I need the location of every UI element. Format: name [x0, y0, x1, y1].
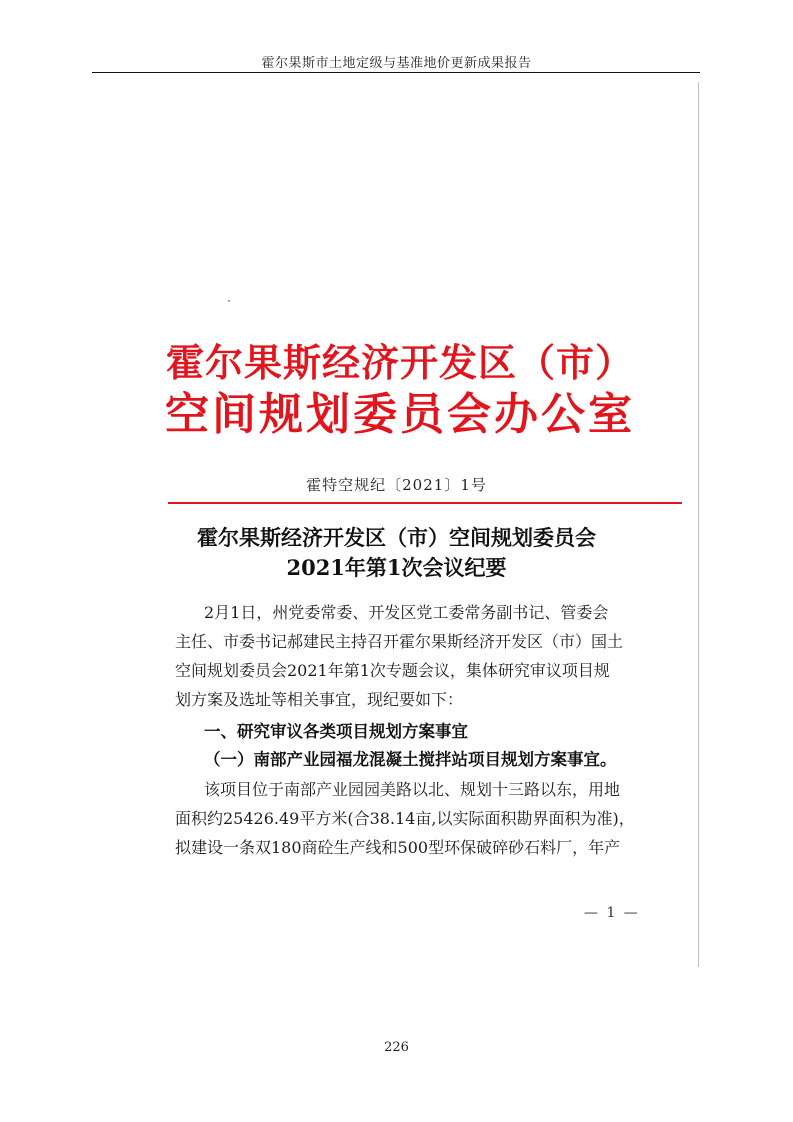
document-number: 霍特空规纪〔2021〕1号 — [306, 476, 487, 494]
detail-line-1: 该项目位于南部产业园园美路以北、规划十三路以东，用地 — [204, 780, 621, 799]
document-title-line-2: 2021年第1次会议纪要 — [286, 555, 507, 580]
intro-line-3: 空间规划委员会2021年第1次专题会议，集体研究审议项目规 — [175, 661, 610, 680]
intro-line-4: 划方案及选址等相关事宜，现纪要如下： — [175, 690, 464, 709]
detail-line-2: 面积约25426.49平方米(合38.14亩,以实际面积勘界面积为准)， — [175, 809, 635, 828]
intro-line-1: 2月1日，州党委常委、开发区党工委常务副书记、管委会 — [204, 603, 609, 622]
letterhead-line-1: 霍尔果斯经济开发区（市） — [165, 341, 634, 385]
page-header-title: 霍尔果斯市土地定级与基准地价更新成果报告 — [261, 56, 532, 71]
detail-line-3: 拟建设一条双180商砼生产线和500型环保破碎砂石料厂，年产 — [175, 838, 621, 857]
scan-speck — [228, 300, 230, 302]
document-title-line-1: 霍尔果斯经济开发区（市）空间规划委员会 — [197, 525, 596, 550]
letterhead-line-2: 空间规划委员会办公室 — [165, 389, 635, 440]
section-heading: 一、研究审议各类项目规划方案事宜 — [204, 722, 468, 741]
red-divider — [168, 502, 682, 504]
header-rule — [92, 72, 700, 73]
inner-page-number: — 1 — — [584, 905, 640, 921]
subsection-heading: （一）南部产业园福龙混凝土搅拌站项目规划方案事宜。 — [204, 750, 617, 769]
footer-page-number: 226 — [384, 1040, 409, 1055]
intro-line-2: 主任、市委书记郝建民主持召开霍尔果斯经济开发区（市）国土 — [175, 632, 624, 651]
